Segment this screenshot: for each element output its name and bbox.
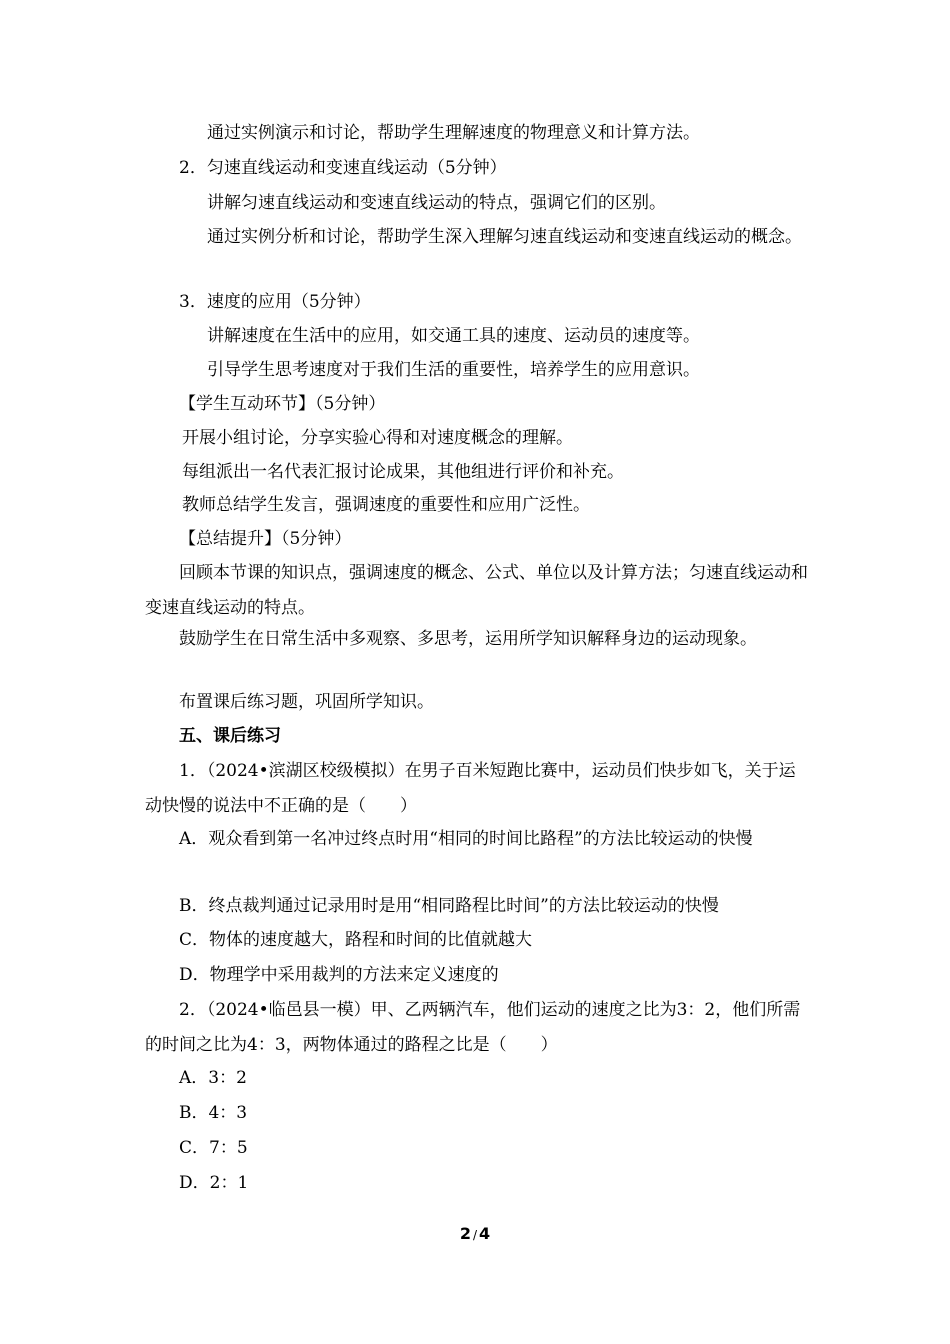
question-1-option-d: D．物理学中采用裁判的方法来定义速度的 — [179, 965, 499, 985]
paragraph: 鼓励学生在日常生活中多观察、多思考，运用所学知识解释身边的运动现象。 — [179, 629, 757, 649]
section-heading: 2．匀速直线运动和变速直线运动（5分钟） — [179, 158, 507, 178]
paragraph: 讲解匀速直线运动和变速直线运动的特点，强调它们的区别。 — [207, 193, 666, 213]
question-2-option-d: D．2：1 — [179, 1173, 249, 1193]
page-number — [0, 1224, 950, 1243]
section-heading: 【总结提升】（5分钟） — [179, 529, 352, 549]
current-page: 2 — [459, 1224, 471, 1243]
question-1-option-a: A．观众看到第一名冲过终点时用“相同的时间比路程”的方法比较运动的快慢 — [179, 829, 753, 849]
question-2-option-b: B．4：3 — [179, 1103, 248, 1123]
page-separator: / — [472, 1228, 478, 1242]
paragraph: 开展小组讨论，分享实验心得和对速度概念的理解。 — [182, 428, 573, 448]
paragraph: 讲解速度在生活中的应用，如交通工具的速度、运动员的速度等。 — [207, 326, 700, 346]
paragraph: 教师总结学生发言，强调速度的重要性和应用广泛性。 — [182, 495, 590, 515]
section-heading: 【学生互动环节】（5分钟） — [179, 394, 386, 414]
section-heading: 3．速度的应用（5分钟） — [179, 292, 371, 312]
question-2-option-c: C．7：5 — [179, 1138, 248, 1158]
paragraph: 每组派出一名代表汇报讨论成果，其他组进行评价和补充。 — [182, 462, 624, 482]
question-2-option-a: A．3：2 — [179, 1068, 247, 1088]
paragraph: 布置课后练习题，巩固所学知识。 — [179, 692, 434, 712]
question-1-option-c: C．物体的速度越大，路程和时间的比值就越大 — [179, 930, 533, 950]
question-1: 1．（2024•滨湖区校级模拟）在男子百米短跑比赛中，运动员们快步如飞，关于运动快慢的说法中不正确的是（ ） — [145, 761, 796, 816]
paragraph: 通过实例演示和讨论，帮助学生理解速度的物理意义和计算方法。 — [207, 123, 700, 143]
question-2: 2．（2024•临邑县一模）甲、乙两辆汽车，他们运动的速度之比为3：2，他们所需的时间之比为4：3，两物体通过的路程之比是（ ） — [145, 1000, 801, 1055]
paragraph: 引导学生思考速度对于我们生活的重要性，培养学生的应用意识。 — [207, 360, 700, 380]
paragraph: 回顾本节课的知识点，强调速度的概念、公式、单位以及计算方法；匀速直线运动和变速直线运动的特点。 — [145, 563, 808, 618]
paragraph: 通过实例分析和讨论，帮助学生深入理解匀速直线运动和变速直线运动的概念。 — [207, 227, 802, 247]
section-title: 五、课后练习 — [179, 726, 281, 746]
total-pages: 4 — [479, 1224, 491, 1243]
question-1-option-b: B．终点裁判通过记录用时是用“相同路程比时间”的方法比较运动的快慢 — [179, 896, 719, 916]
